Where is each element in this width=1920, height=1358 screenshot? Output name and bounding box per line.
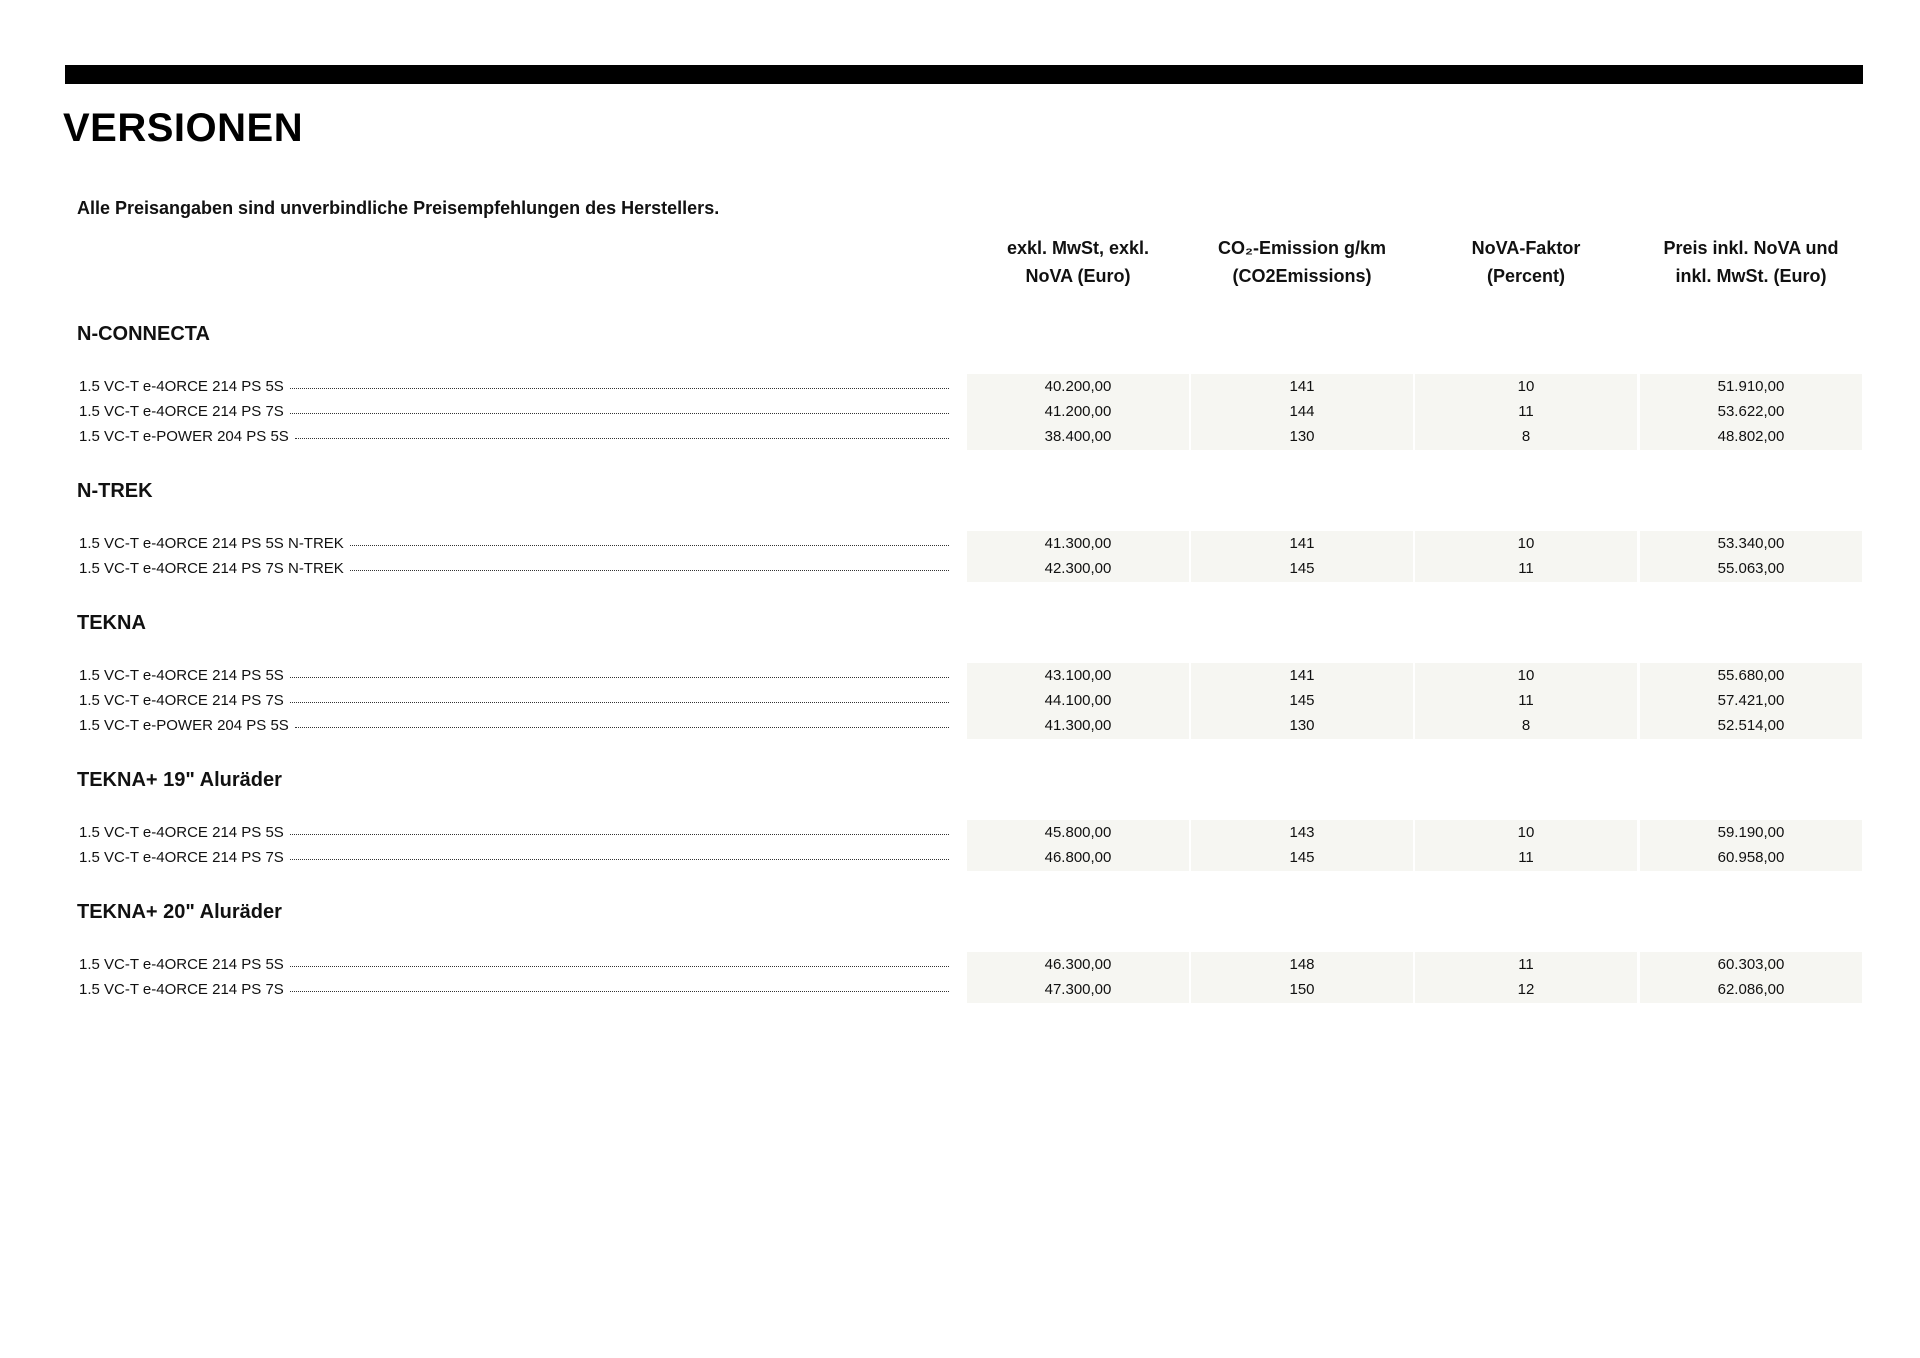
- model-name: 1.5 VC-T e-4ORCE 214 PS 5S: [79, 956, 284, 973]
- nova-factor-value: 11: [1518, 956, 1534, 973]
- model-cell: [79, 535, 949, 552]
- table-row: [0, 400, 1920, 425]
- model-cell: [79, 428, 949, 445]
- model-cell: [79, 403, 949, 420]
- dotted-leader: [290, 677, 949, 678]
- column-header-price-net: [967, 234, 1189, 290]
- price-gross-value: 60.303,00: [1717, 956, 1785, 973]
- model-cell: [79, 692, 949, 709]
- model-cell: [79, 824, 949, 841]
- dotted-leader: [295, 438, 949, 439]
- price-net-value: 38.400,00: [1044, 428, 1112, 445]
- nova-factor-value: 11: [1518, 692, 1534, 709]
- group-title: TEKNA+ 19" Aluräder: [77, 769, 282, 791]
- table-row: [0, 953, 1920, 978]
- model-cell: [79, 378, 949, 395]
- model-name: 1.5 VC-T e-POWER 204 PS 5S: [79, 717, 289, 734]
- table-row: [0, 978, 1920, 1003]
- table-row: [0, 714, 1920, 739]
- price-net-value: 45.800,00: [1044, 824, 1112, 841]
- model-name: 1.5 VC-T e-4ORCE 214 PS 7S: [79, 403, 284, 420]
- co2-emission-value: 130: [1289, 428, 1315, 445]
- table-row: [0, 664, 1920, 689]
- co2-emission-value: 144: [1289, 403, 1315, 420]
- price-gross-value: 48.802,00: [1717, 428, 1785, 445]
- nova-factor-value: 12: [1517, 981, 1535, 998]
- table-row: [0, 557, 1920, 582]
- model-name: 1.5 VC-T e-4ORCE 214 PS 7S N-TREK: [79, 560, 344, 577]
- price-gross-value: 55.063,00: [1717, 560, 1785, 577]
- dotted-leader: [290, 834, 949, 835]
- group-title: TEKNA+ 20" Aluräder: [77, 901, 282, 923]
- column-header-line: CO₂-Emission g/km: [1217, 238, 1387, 258]
- price-net-value: 40.200,00: [1044, 378, 1112, 395]
- column-header-line: exkl. MwSt, exkl.: [1006, 238, 1150, 258]
- group-title: N-CONNECTA: [77, 323, 210, 345]
- dotted-leader: [290, 413, 949, 414]
- model-name: 1.5 VC-T e-POWER 204 PS 5S: [79, 428, 289, 445]
- column-header-line: Preis inkl. NoVA und: [1663, 238, 1839, 258]
- model-name: 1.5 VC-T e-4ORCE 214 PS 7S: [79, 849, 284, 866]
- price-gross-value: 53.340,00: [1717, 535, 1785, 552]
- table-row: [0, 846, 1920, 871]
- column-header-nova-factor: [1415, 234, 1637, 290]
- group-title: TEKNA: [77, 612, 146, 634]
- table-row: [0, 532, 1920, 557]
- nova-factor-value: 10: [1517, 824, 1535, 841]
- nova-factor-value: 10: [1517, 535, 1535, 552]
- table-row: [0, 425, 1920, 450]
- price-gross-value: 59.190,00: [1717, 824, 1785, 841]
- model-cell: [79, 560, 949, 577]
- table-row: [0, 375, 1920, 400]
- model-name: 1.5 VC-T e-4ORCE 214 PS 7S: [79, 981, 284, 998]
- co2-emission-value: 141: [1289, 378, 1315, 395]
- dotted-leader: [290, 991, 949, 992]
- dotted-leader: [350, 545, 949, 546]
- price-net-value: 41.300,00: [1044, 535, 1112, 552]
- price-net-value: 43.100,00: [1044, 667, 1112, 684]
- co2-emission-value: 145: [1289, 849, 1315, 866]
- nova-factor-value: 11: [1518, 849, 1534, 866]
- column-header-co2-emission: [1191, 234, 1413, 290]
- subtitle: Alle Preisangaben sind unverbindliche Preisempfehlungen des Herstellers.: [77, 198, 720, 218]
- dotted-leader: [290, 859, 949, 860]
- nova-factor-value: 10: [1517, 378, 1535, 395]
- model-name: 1.5 VC-T e-4ORCE 214 PS 5S: [79, 667, 284, 684]
- dotted-leader: [290, 702, 949, 703]
- price-net-value: 46.300,00: [1044, 956, 1112, 973]
- model-name: 1.5 VC-T e-4ORCE 214 PS 5S N-TREK: [79, 535, 344, 552]
- co2-emission-value: 148: [1289, 956, 1315, 973]
- nova-factor-value: 11: [1518, 403, 1534, 420]
- price-gross-value: 53.622,00: [1717, 403, 1785, 420]
- price-net-value: 41.300,00: [1044, 717, 1112, 734]
- price-gross-value: 55.680,00: [1717, 667, 1785, 684]
- column-header-line: NoVA (Euro): [1025, 266, 1131, 286]
- table-row: [0, 689, 1920, 714]
- model-cell: [79, 956, 949, 973]
- price-gross-value: 62.086,00: [1717, 981, 1785, 998]
- nova-factor-value: 8: [1521, 428, 1531, 445]
- model-cell: [79, 981, 949, 998]
- co2-emission-value: 143: [1289, 824, 1315, 841]
- column-header-line: inkl. MwSt. (Euro): [1675, 266, 1827, 286]
- price-net-value: 44.100,00: [1044, 692, 1112, 709]
- dotted-leader: [290, 966, 949, 967]
- dotted-leader: [295, 727, 949, 728]
- model-cell: [79, 717, 949, 734]
- price-gross-value: 52.514,00: [1717, 717, 1785, 734]
- co2-emission-value: 150: [1289, 981, 1315, 998]
- top-bar: [65, 65, 1863, 84]
- nova-factor-value: 8: [1521, 717, 1531, 734]
- price-gross-value: 51.910,00: [1717, 378, 1785, 395]
- model-name: 1.5 VC-T e-4ORCE 214 PS 5S: [79, 378, 284, 395]
- price-net-value: 46.800,00: [1044, 849, 1112, 866]
- column-header-price-gross: [1640, 234, 1862, 290]
- co2-emission-value: 141: [1289, 667, 1315, 684]
- column-header-line: (Percent): [1486, 266, 1566, 286]
- nova-factor-value: 11: [1518, 560, 1534, 577]
- dotted-leader: [290, 388, 949, 389]
- nova-factor-value: 10: [1517, 667, 1535, 684]
- page-title: VERSIONEN: [63, 106, 304, 150]
- model-cell: [79, 667, 949, 684]
- co2-emission-value: 130: [1289, 717, 1315, 734]
- model-cell: [79, 849, 949, 866]
- price-gross-value: 57.421,00: [1717, 692, 1785, 709]
- group-title: N-TREK: [77, 480, 153, 502]
- table-row: [0, 821, 1920, 846]
- dotted-leader: [350, 570, 949, 571]
- price-net-value: 47.300,00: [1044, 981, 1112, 998]
- model-name: 1.5 VC-T e-4ORCE 214 PS 5S: [79, 824, 284, 841]
- co2-emission-value: 145: [1289, 560, 1315, 577]
- column-header-line: (CO2Emissions): [1232, 266, 1372, 286]
- co2-emission-value: 145: [1289, 692, 1315, 709]
- price-net-value: 41.200,00: [1044, 403, 1112, 420]
- price-gross-value: 60.958,00: [1717, 849, 1785, 866]
- co2-emission-value: 141: [1289, 535, 1315, 552]
- model-name: 1.5 VC-T e-4ORCE 214 PS 7S: [79, 692, 284, 709]
- column-header-line: NoVA-Faktor: [1471, 238, 1581, 258]
- price-net-value: 42.300,00: [1044, 560, 1112, 577]
